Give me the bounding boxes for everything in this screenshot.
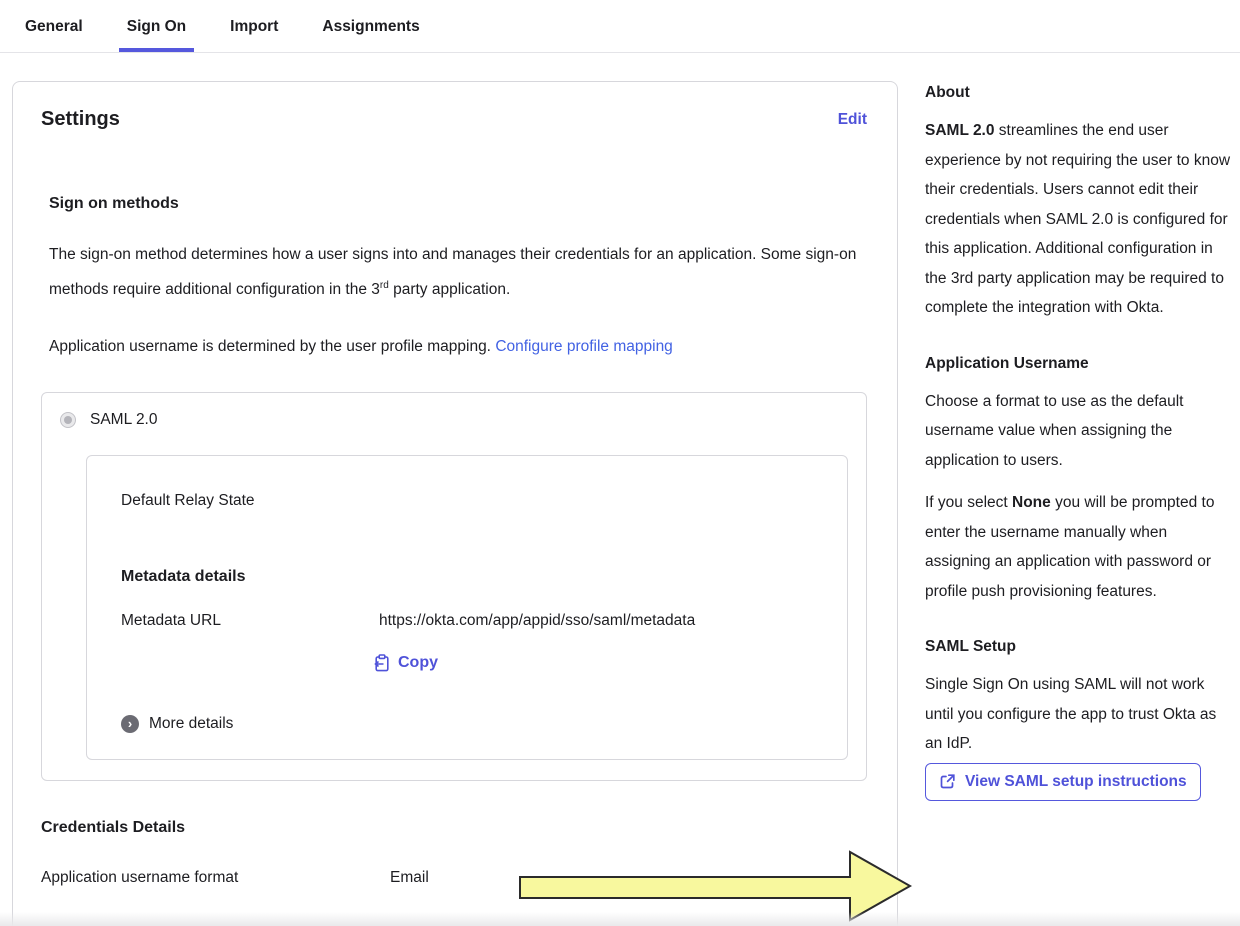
configure-profile-mapping-link[interactable]: Configure profile mapping	[495, 338, 673, 356]
about-bold-lead: SAML 2.0	[925, 122, 995, 139]
saml-radio-row	[60, 411, 848, 429]
default-relay-state-label: Default Relay State	[121, 492, 255, 510]
tab-sign-on[interactable]: Sign On	[119, 18, 194, 52]
tab-general[interactable]: General	[25, 18, 83, 35]
saml-details-box	[86, 455, 848, 760]
saml-radio-label: SAML 2.0	[90, 411, 158, 429]
help-sidebar	[925, 81, 1240, 801]
tab-import[interactable]: Import	[230, 18, 279, 35]
username-mapping-text: Application username is determined by the user profile mapping.	[49, 338, 496, 356]
copy-button-label: Copy	[398, 654, 438, 672]
settings-title: Settings	[41, 108, 120, 130]
description-text-part2: party application.	[388, 281, 511, 299]
metadata-details-heading: Metadata details	[121, 568, 246, 586]
application-username-section	[925, 354, 1234, 607]
setup-button-label: View SAML setup instructions	[965, 772, 1187, 790]
p2-pre-text: If you select	[925, 494, 1013, 511]
application-username-description	[49, 331, 867, 362]
sign-on-methods-description	[49, 239, 867, 305]
application-username-p1: Choose a format to use as the default username value when assigning the application to users.	[925, 392, 1184, 469]
p2-post-text: you will be prompted to enter the username manually when assigning an application with password or profile push provisioning features.	[925, 494, 1215, 600]
credentials-details-heading: Credentials Details	[41, 819, 186, 837]
username-format-value: Email	[390, 869, 429, 887]
more-details-label: More details	[149, 715, 234, 733]
application-username-p2	[925, 488, 1234, 606]
clipboard-copy-icon	[374, 654, 390, 672]
view-saml-setup-instructions-button[interactable]	[925, 763, 1201, 801]
metadata-url-row	[121, 612, 823, 630]
saml-setup-heading: SAML Setup	[925, 638, 1016, 655]
more-details-toggle[interactable]	[121, 715, 233, 733]
saml-method-box	[41, 392, 867, 781]
page-content	[0, 53, 1240, 926]
highlight-arrow	[508, 844, 920, 926]
metadata-url-value: https://okta.com/app/appid/sso/saml/metadata	[379, 612, 696, 630]
edit-settings-link[interactable]: Edit	[837, 110, 867, 128]
metadata-url-label: Metadata URL	[121, 612, 221, 630]
settings-card-header	[41, 108, 867, 131]
tab-assignments[interactable]: Assignments	[322, 18, 420, 35]
username-format-label: Application username format	[41, 869, 239, 887]
p2-bold-none: None	[1012, 494, 1051, 511]
settings-card	[12, 81, 898, 926]
radio-dot	[64, 416, 72, 424]
copy-metadata-url-button[interactable]	[374, 654, 438, 672]
application-username-heading: Application Username	[925, 354, 1089, 372]
ordinal-superscript: rd	[379, 280, 389, 291]
chevron-right-icon: ›	[121, 715, 139, 733]
about-text-rest: streamlines the end user experience by not requiring the user to know their credentials. Users cannot edit their credentials when SAML 2.0 is configured for this application. Additional configuration in the 3rd party application may be required to complete the integration with Okta.	[925, 122, 1231, 316]
saml-setup-section	[925, 637, 1234, 801]
saml-setup-text: Single Sign On using SAML will not work until you configure the app to trust Okta as an IdP.	[925, 676, 1217, 752]
about-text	[925, 116, 1234, 323]
sign-on-methods-heading: Sign on methods	[49, 195, 179, 212]
external-link-icon	[939, 773, 956, 790]
about-heading: About	[925, 84, 970, 101]
app-tab-bar	[0, 0, 1240, 53]
saml-radio-button[interactable]	[60, 412, 76, 428]
description-text-part1: The sign-on method determines how a user signs into and manages their credentials for an application. Some sign-on methods require additional configuration in the 3	[49, 246, 857, 299]
